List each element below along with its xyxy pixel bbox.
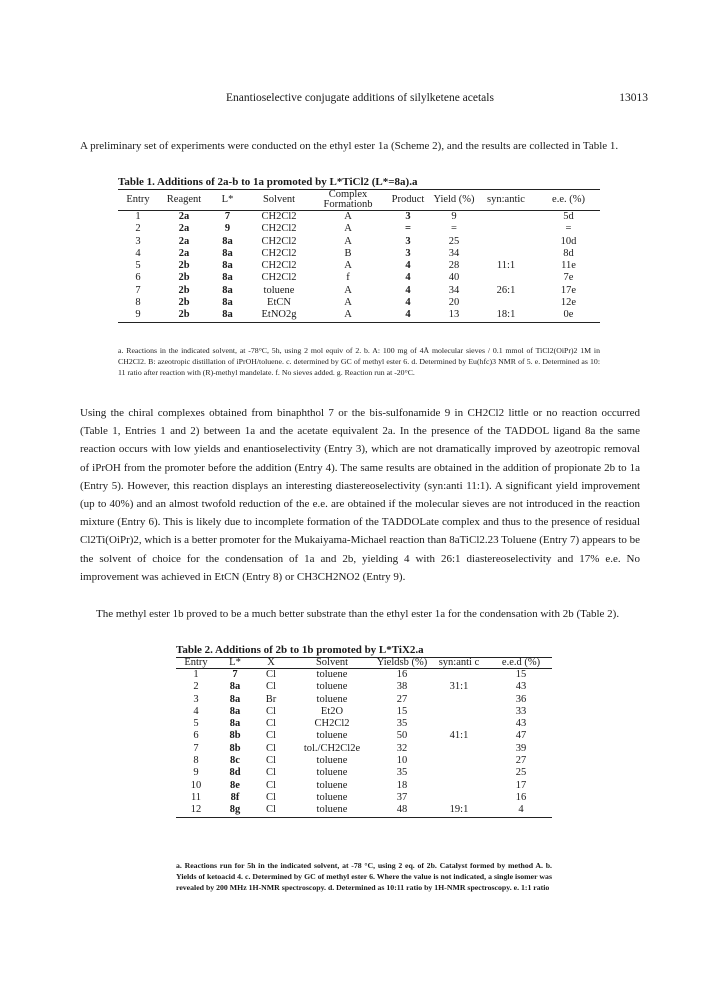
table-cell: toluene xyxy=(316,804,348,816)
table-cell: = xyxy=(451,223,457,235)
table-cell: 2 xyxy=(135,223,141,235)
table-cell: Cl xyxy=(266,779,276,791)
table-cell: 35 xyxy=(396,718,408,730)
table-cell: CH2Cl2 xyxy=(261,272,297,284)
table-cell xyxy=(428,706,490,718)
table-cell: 8a xyxy=(222,235,233,247)
table-cell: 25 xyxy=(515,767,527,779)
table-cell: 3 xyxy=(135,235,141,247)
column-header: e.e. (%) xyxy=(552,194,585,205)
table-cell: 8 xyxy=(135,297,141,309)
table-cell: Cl xyxy=(266,669,276,680)
table-cell: 4 xyxy=(518,804,524,816)
table-cell: 12e xyxy=(560,297,577,309)
table-cell: 3 xyxy=(405,235,411,247)
paragraph-discussion: Using the chiral complexes obtained from binaphthol 7 or the bis-sulfonamide 9 in CH2Cl2 little or no reaction occurred (Table 1, Entries 1 and 2) between 1a and the acetate equivalent 2a. In the presence of the TADDOL ligand 8a the same reaction occurs with low yields and enantioselectivity (Entry 3), which are not dramatically improved by azeotropic removal of iPrOH from the promoter before the addition (Entry 4). The same results are obtained in the addition of propionate 2b to 1a (Entry 5). However, this reaction displays an interesting diastereoselectivity (syn:anti 11:1). A significant yield improvement (up to 40%) and an almost twofold reduction of the e.e. are obtained if the molecular sieves are not introduced in the reaction mixture (Entry 6). This is likely due to incomplete formation of the TADDOLate complex and thus to the presence of residual Cl2Ti(OiPr)2, which is a better promoter for the Mukaiyama-Michael reaction than 8aTiCl2.23 Toluene (Entry 7) appears to be the solvent of choice for the condensation of 1a and 2b, yielding 4 with 26:1 diastereoselectivity and 17% e.e. No improvement was achieved in EtCN (Entry 8) or CH3CH2NO2 (Entry 9). xyxy=(80,407,641,583)
table-cell: 8a xyxy=(222,284,233,296)
table-cell xyxy=(428,669,490,682)
table-cell xyxy=(475,223,537,235)
table-cell: 2a xyxy=(178,235,190,247)
table1-footnote: a. Reactions in the indicated solvent, at -78°C, 5h, using 2 mol equiv of 2. b. A: 100 mg of 4Å molecular sieves / 0.1 mmol of TiCl2(OiPr)2 1M in CH2Cl2. B: azeotropic distillation of iPrOH/toluene. c. determined by GC of methyl ester 6. d. Determined by Eu(hfc)3 NMR of 5. e. Determined as 10: 11 ratio after reaction with (R)-methyl mandelate. f. No sieves added. g. Reaction run at -20°C. xyxy=(118,346,600,378)
table-cell: 43 xyxy=(515,718,527,730)
column-header: Yieldsb (%) xyxy=(376,657,428,668)
table-cell: 4 xyxy=(405,284,411,296)
table-cell: 48 xyxy=(396,804,408,816)
table-row xyxy=(118,297,600,309)
table-cell: 40 xyxy=(448,272,460,284)
table-row xyxy=(176,669,552,682)
column-header: L* xyxy=(229,657,241,668)
paragraph-intro: A preliminary set of experiments were conducted on the ethyl ester 1a (Scheme 2), and the results are collected in Table 1. xyxy=(80,140,619,152)
column-header: syn:antic xyxy=(487,194,525,205)
table-cell xyxy=(428,780,490,792)
table-row xyxy=(176,767,552,779)
table-cell xyxy=(428,743,490,755)
table-cell: Cl xyxy=(266,767,276,779)
table-cell: 32 xyxy=(396,742,408,754)
table-cell: Cl xyxy=(266,681,276,693)
table-cell xyxy=(428,694,490,706)
column-header: Entry xyxy=(126,194,150,205)
table-cell: 8a xyxy=(229,705,241,717)
table1-caption: Table 1. Additions of 2a-b to 1a promoted by L*TiCl2 (L*=8a).a xyxy=(118,176,418,188)
table-cell: 8a xyxy=(229,681,241,693)
table-cell: 41:1 xyxy=(449,730,469,742)
table-cell: toluene xyxy=(316,681,348,693)
table-cell: 10 xyxy=(396,755,408,767)
table-cell: 37 xyxy=(396,791,408,803)
table-cell xyxy=(428,755,490,767)
table-cell: = xyxy=(565,223,572,235)
table-row xyxy=(176,694,552,706)
table-cell: 12 xyxy=(190,804,202,816)
column-header: syn:anti c xyxy=(438,657,480,668)
table-cell: toluene xyxy=(316,730,348,742)
table-cell: 17e xyxy=(560,284,577,296)
table-cell: Et2O xyxy=(320,705,344,717)
table-row xyxy=(118,211,600,224)
table-cell: 27 xyxy=(515,755,527,767)
table2-header-row xyxy=(176,658,552,669)
table-cell: 15 xyxy=(396,705,408,717)
table-cell: 33 xyxy=(515,705,527,717)
table-cell: 9 xyxy=(193,767,199,779)
table-cell: 43 xyxy=(515,681,527,693)
table-cell xyxy=(475,248,537,260)
table-cell: 3 xyxy=(405,247,411,259)
column-header: e.e.d (%) xyxy=(501,657,541,668)
table-cell xyxy=(428,767,490,779)
column-header: Reagent xyxy=(166,194,202,205)
table-cell xyxy=(475,211,537,224)
table-cell: 25 xyxy=(448,235,460,247)
column-header: Solvent xyxy=(315,657,349,668)
table-cell: CH2Cl2 xyxy=(261,235,297,247)
table-cell: A xyxy=(344,235,352,247)
table1 xyxy=(118,189,600,323)
column-header: Product xyxy=(391,194,425,205)
table-cell: CH2Cl2 xyxy=(261,211,297,222)
table-cell: 9 xyxy=(224,223,231,235)
table-row xyxy=(176,730,552,742)
column-header: Yield (%) xyxy=(433,194,475,205)
table-cell: toluene xyxy=(316,779,348,791)
table-cell: 2a xyxy=(178,223,190,235)
table-row xyxy=(176,743,552,755)
table-cell: 7 xyxy=(224,211,231,222)
column-header: L* xyxy=(221,194,234,205)
table-cell: 2b xyxy=(178,309,190,321)
table-cell xyxy=(428,718,490,730)
table-cell: Cl xyxy=(266,755,276,767)
table-cell: 16 xyxy=(396,669,408,680)
table-cell: 7 xyxy=(232,669,238,680)
table-cell: 34 xyxy=(448,247,460,259)
table-row xyxy=(176,718,552,730)
table-cell: 2 xyxy=(193,681,199,693)
table2-footnote: a. Reactions run for 5h in the indicated solvent, at -78 °C, using 2 eq. of 2b. Catalyst formed by method A. b. Yields of ketoacid 4. c. Determined by GC of methyl ester 6. Where the value is not indicated, a single isomer was revealed by 200 MHz 1H-NMR spectroscopy. d. Determined as 10:11 ratio by 1H-NMR spectroscopy. e. 1:1 ratio xyxy=(176,861,552,893)
table-cell: 8b xyxy=(229,742,241,754)
table-cell: 13 xyxy=(448,309,460,321)
table-cell: 2b xyxy=(178,272,190,284)
table-cell: 17 xyxy=(515,779,527,791)
table-cell: 4 xyxy=(193,705,199,717)
table-cell: 36 xyxy=(515,693,527,705)
table-cell: 8a xyxy=(229,693,241,705)
table-row xyxy=(176,681,552,693)
table-cell: 5 xyxy=(193,718,199,730)
table-cell: 1 xyxy=(193,669,199,680)
page-number: 13013 xyxy=(619,92,648,104)
table-cell: 8d xyxy=(563,247,574,259)
table-cell: 2b xyxy=(178,297,190,309)
table-cell: 7 xyxy=(193,742,199,754)
table-cell: CH2Cl2 xyxy=(314,718,350,730)
table-cell: 11e xyxy=(561,260,576,272)
table-cell: 9 xyxy=(135,309,141,321)
table-cell: 2b xyxy=(178,284,190,296)
table-cell: 8 xyxy=(193,755,199,767)
table-cell: 4 xyxy=(405,272,411,284)
table-cell: 11:1 xyxy=(496,260,516,272)
table-cell: Cl xyxy=(266,730,276,742)
table-cell: 34 xyxy=(448,284,460,296)
table-cell: 31:1 xyxy=(449,681,469,693)
table-cell: A xyxy=(344,284,352,296)
table-cell: 3 xyxy=(405,211,411,222)
table-cell: 4 xyxy=(135,247,141,259)
table-cell: 18 xyxy=(396,779,408,791)
table-row xyxy=(176,792,552,804)
table-cell xyxy=(475,297,537,309)
table-cell: 5 xyxy=(135,260,141,272)
table-cell: CH2Cl2 xyxy=(261,223,297,235)
column-header: X xyxy=(267,657,275,668)
table-row xyxy=(176,706,552,718)
table-cell: 8a xyxy=(222,260,233,272)
table-cell: 47 xyxy=(515,730,527,742)
table-cell: 8a xyxy=(229,718,241,730)
table-cell: toluene xyxy=(316,669,348,680)
table-row xyxy=(176,755,552,767)
table-row xyxy=(118,309,600,322)
running-title: Enantioselective conjugate additions of silylketene acetals xyxy=(226,92,494,104)
table-cell: 4 xyxy=(405,297,411,309)
table-row xyxy=(118,248,600,260)
table-cell: toluene xyxy=(316,693,348,705)
table-cell: toluene xyxy=(316,755,348,767)
table-cell: Cl xyxy=(266,791,276,803)
table-cell: 38 xyxy=(396,681,408,693)
table-cell: 35 xyxy=(396,767,408,779)
table-cell: 8a xyxy=(222,247,233,259)
table-cell: 16 xyxy=(515,791,527,803)
table-cell: 8d xyxy=(229,767,241,779)
table-cell: 1 xyxy=(135,211,141,222)
table-cell: 10d xyxy=(560,235,577,247)
table-cell: A xyxy=(344,211,352,222)
table-row xyxy=(118,260,600,272)
table-row xyxy=(176,780,552,792)
table-cell: f xyxy=(346,272,350,284)
table-cell: Cl xyxy=(266,742,276,754)
table-cell xyxy=(428,792,490,804)
table-cell: 39 xyxy=(515,742,527,754)
table-cell xyxy=(475,272,537,284)
table-cell: 2a xyxy=(178,247,190,259)
table-cell: 50 xyxy=(396,730,408,742)
table-cell: tol./CH2Cl2e xyxy=(303,742,361,754)
table-cell: 27 xyxy=(396,693,408,705)
paragraph-methyl-ester: The methyl ester 1b proved to be a much better substrate than the ethyl ester 1a for the condensation with 2b (Table 2). xyxy=(96,608,620,620)
table-cell: 6 xyxy=(135,272,141,284)
table-cell: 8e xyxy=(230,779,240,791)
table-cell: Cl xyxy=(266,718,276,730)
table-cell: 18:1 xyxy=(496,309,516,321)
table-cell: 10 xyxy=(190,779,202,791)
table-cell: A xyxy=(344,309,352,321)
table-cell: 9 xyxy=(451,211,457,222)
table-cell: 0e xyxy=(563,309,574,321)
table2 xyxy=(176,657,552,818)
table-cell xyxy=(475,236,537,248)
table-cell: 11 xyxy=(190,791,202,803)
table-cell: A xyxy=(344,223,352,235)
table-cell: 2b xyxy=(178,260,190,272)
table-cell: 15 xyxy=(515,669,527,680)
table-cell: Br xyxy=(265,693,277,705)
table-cell: 4 xyxy=(405,260,411,272)
column-header: Solvent xyxy=(262,194,296,205)
table-cell: 7 xyxy=(135,284,141,296)
table-cell: 8a xyxy=(222,309,233,321)
table-cell: 3 xyxy=(193,693,199,705)
table-cell: 6 xyxy=(193,730,199,742)
table-cell: 8g xyxy=(229,804,241,816)
table-cell: = xyxy=(405,223,411,235)
table-cell: 19:1 xyxy=(449,804,469,816)
table-cell: 28 xyxy=(448,260,460,272)
table-row xyxy=(176,804,552,817)
table-cell: 8b xyxy=(229,730,241,742)
table-cell: Cl xyxy=(266,705,276,717)
table-cell: EtCN xyxy=(267,297,291,309)
table-cell: 26:1 xyxy=(496,284,516,296)
table-row xyxy=(118,223,600,235)
table-cell: CH2Cl2 xyxy=(261,260,297,272)
table-cell: 8c xyxy=(230,755,240,767)
table-cell: 8f xyxy=(230,791,240,803)
table-row xyxy=(118,285,600,297)
table-cell: toluene xyxy=(316,791,348,803)
table-cell: B xyxy=(344,247,352,259)
table-cell: toluene xyxy=(316,767,348,779)
table-cell: EtNO2g xyxy=(261,309,297,321)
table1-header-row xyxy=(118,190,600,211)
table-row xyxy=(118,236,600,248)
table-cell: CH2Cl2 xyxy=(261,247,297,259)
table-cell: A xyxy=(344,260,352,272)
table-cell: 2a xyxy=(178,211,190,222)
table2-caption: Table 2. Additions of 2b to 1b promoted by L*TiX2.a xyxy=(176,644,424,656)
table-cell: 8a xyxy=(222,272,233,284)
table-cell: A xyxy=(344,297,352,309)
table-cell: 5d xyxy=(563,211,574,222)
table-cell: 4 xyxy=(405,309,411,321)
table-row xyxy=(118,272,600,284)
table-cell: Cl xyxy=(266,804,276,816)
table-cell: 20 xyxy=(448,297,460,309)
table-cell: toluene xyxy=(263,284,295,296)
column-header: Entry xyxy=(184,657,208,668)
table-cell: 8a xyxy=(222,297,233,309)
table-cell: 7e xyxy=(563,272,574,284)
column-header: Complex Formationb xyxy=(323,189,373,210)
